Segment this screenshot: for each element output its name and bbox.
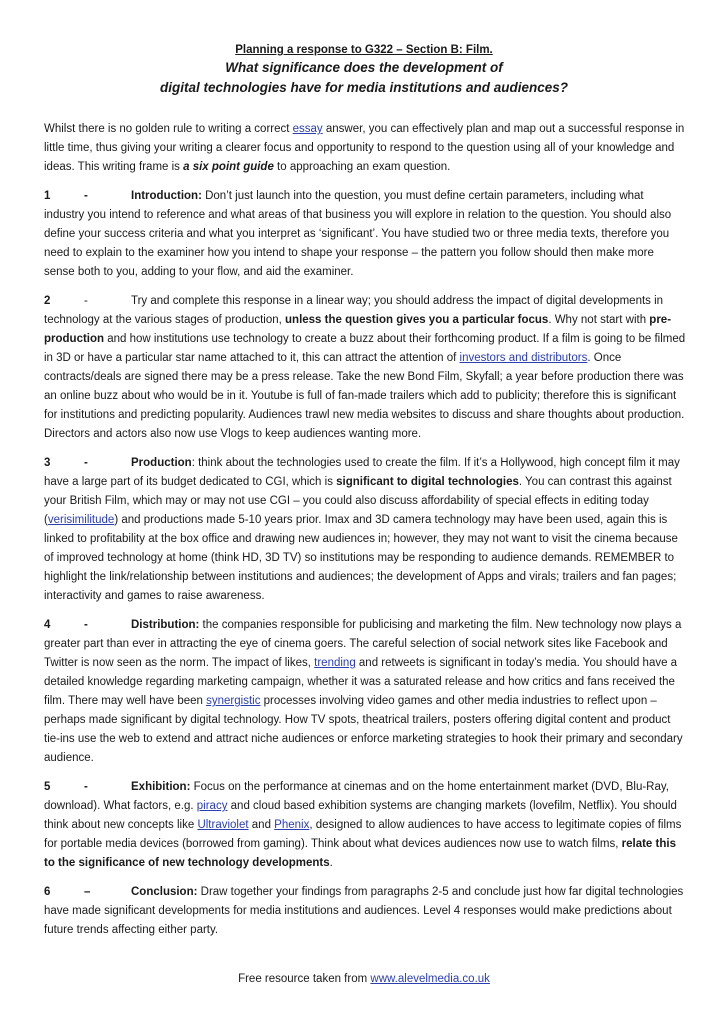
section-heading: Introduction: (131, 190, 202, 202)
document-footer (0, 970, 728, 988)
ultraviolet-link[interactable]: Ultraviolet (197, 819, 249, 831)
section-text: : think about the technologies used to create the film. If it’s a Hollywood, high concept film it may have a large part of its budget dedicated to CGI, which is (44, 457, 680, 488)
section-number: 6 (44, 886, 51, 898)
verisimilitude-link[interactable]: verisimilitude (47, 514, 115, 526)
section-2-pre-production (44, 292, 686, 444)
section-text: . Once contracts/deals are signed there may be a press release. Take the new Bond Film, Skyfall; a year before production there was an online buzz about who would be in it. Youtube is full of fan-made trailers which add to publicity; therefore this is significant for institutions and predicting popularity. Audiences trawl new media websites to discuss and share thoughts about production. Directors and actors also now use Vlogs to keep audiences wanting more. (44, 352, 685, 440)
document-header (0, 42, 728, 98)
section-text: , designed to allow audiences to have access to legitimate copies of films for portable media devices (borrowed from gaming). Think about what devices audiences now use to watch films, (44, 819, 682, 850)
section-text: Draw together your findings from paragraphs 2-5 and conclude just how far digital technologies have made significant developments for media institutions and audiences. Level 4 responses would make predictions about future trends affecting either party. (44, 886, 684, 936)
section-heading: Production (131, 457, 192, 469)
section-text: Try and complete this response in a linear way; you should address the impact of digital developments in technology at the various stages of production, (44, 295, 664, 326)
section-number: 5 (44, 781, 51, 793)
section-text: and (248, 819, 275, 831)
synergistic-link[interactable]: synergistic (206, 695, 261, 707)
section-number: 2 (44, 295, 51, 307)
section-number: 4 (44, 619, 51, 631)
section-5-exhibition (44, 778, 686, 873)
section-number: 3 (44, 457, 51, 469)
intro-text: Whilst there is no golden rule to writing a correct (44, 123, 293, 135)
phenix-link[interactable]: Phenix (274, 819, 310, 831)
section-bold-text: unless the question gives you a particular focus (285, 314, 549, 326)
section-text: Don’t just launch into the question, you must define certain parameters, including what industry you intend to reference and what areas of that business you will explore in relation to the question. You should also define your success criteria and what you interpret as ‘significant’. You have studied two or three media texts, therefore you need to explain to the examiner how you intend to shape your response – the pattern you follow should then make more sense both to you, adding to your flow, and aid the examiner. (44, 190, 672, 278)
intro-paragraph (44, 120, 686, 177)
section-dash: - (84, 457, 88, 469)
section-bold-text: significant to digital technologies (336, 476, 519, 488)
alevelmedia-link[interactable]: www.alevelmedia.co.uk (370, 973, 490, 985)
section-text: . You can contrast this against your British Film, which may or may not use CGI – you could also discuss affordability of special effects in editing today ( (44, 476, 672, 526)
section-text: and retweets is significant in today’s media. You should have a detailed knowledge regarding marketing campaign, whether it was a saturated release and how critics and fans received the film. There may well have been (44, 657, 678, 707)
section-4-distribution (44, 616, 686, 768)
section-text: ) and productions made 5-10 years prior. Imax and 3D camera technology may have been used, again this is linked to profitability at the box office and drawing new audiences in; however, they may not want to visit the cinema because of improved technology at home (think HD, 3D TV) so institutions may be responding to audience demands. REMEMBER to highlight the link/relationship between institutions and audiences; the development of Apps and virals; trailers and fan pages; interactivity and games to raise awareness. (44, 514, 678, 602)
section-dash: – (84, 886, 91, 898)
section-text: . Why not start with (548, 314, 650, 326)
intro-text: answer, you can effectively plan and map out a successful response in little time, thus giving your writing a clearer focus and opportunity to respond to the question using all of your knowledge and ideas. This writing frame is (44, 123, 685, 173)
section-heading: Distribution: (131, 619, 200, 631)
section-bold-text: relate this to the significance of new technology developments (44, 838, 676, 869)
section-text: processes involving video games and other media industries to reflect upon – perhaps made significant by digital technology. How TV spots, theatrical trailers, posters offering digital content and product tie-ins use the web to extend and attract niche audiences or enforce marketing strategies to hook their primary and secondary audience. (44, 695, 683, 764)
section-text: and cloud based exhibition systems are changing markets (lovefilm, Netflix). You should think about new concepts like (44, 800, 677, 831)
document-subtitle: Planning a response to G322 – Section B: Film. (235, 44, 493, 56)
section-text: Focus on the performance at cinemas and on the home entertainment market (DVD, Blu-Ray, download). What factors, e.g. (44, 781, 669, 812)
section-text: the companies responsible for publicising and marketing the film. New technology now plays a greater part than ever in attracting the eye of cinema goers. The careful selection of social network sites like Facebook and Twitter is now seen as the norm. The impact of likes, (44, 619, 682, 669)
section-6-conclusion (44, 883, 686, 940)
section-dash: - (84, 190, 88, 202)
section-text: and how institutions use technology to create a buzz about their forthcoming product. If a film is going to be filmed in 3D or have a particular star name attached to it, this can attract the attention of (44, 333, 686, 364)
document-title-line-2: digital technologies have for media institutions and audiences? (159, 80, 569, 95)
piracy-link[interactable]: piracy (196, 800, 228, 812)
section-dash: - (84, 781, 88, 793)
investors-distributors-link[interactable]: investors and distributors (459, 352, 588, 364)
section-number: 1 (44, 190, 51, 202)
section-text: . (329, 857, 333, 869)
section-dash: - (84, 619, 88, 631)
section-3-production (44, 454, 686, 606)
six-point-guide-emphasis: a six point guide (183, 161, 274, 173)
document-body (44, 120, 686, 950)
footer-text: Free resource taken from (238, 973, 371, 985)
document-title-line-1: What significance does the development of (225, 60, 503, 75)
essay-link[interactable]: essay (292, 123, 323, 135)
trending-link[interactable]: trending (314, 657, 356, 669)
section-heading: Conclusion: (131, 886, 198, 898)
section-heading: Exhibition: (131, 781, 191, 793)
intro-text: to approaching an exam question. (273, 161, 451, 173)
section-bold-text: pre-production (44, 314, 672, 345)
section-dash: - (84, 295, 88, 307)
section-1-introduction (44, 187, 686, 282)
